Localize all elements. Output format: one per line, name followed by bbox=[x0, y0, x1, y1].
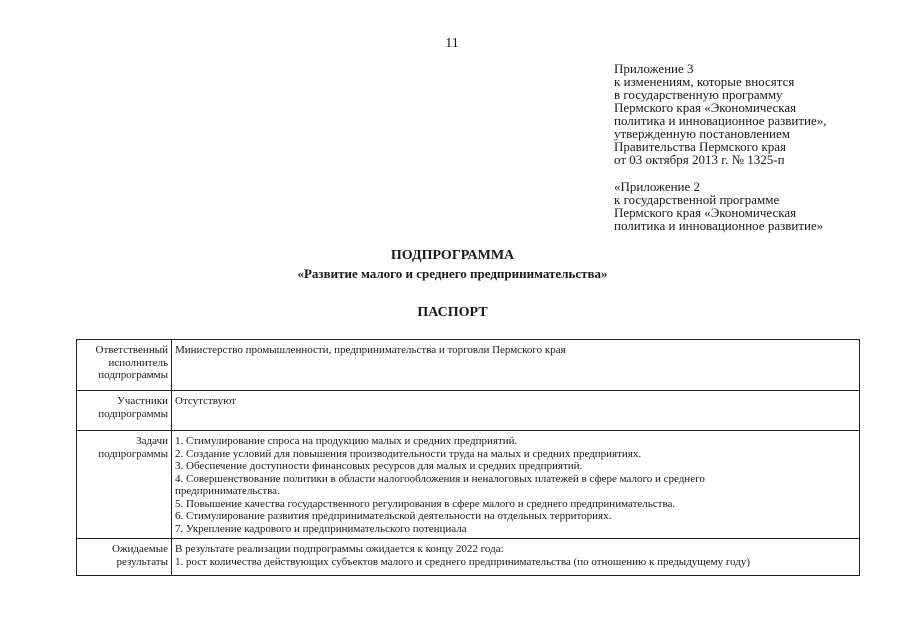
table-row bbox=[77, 391, 860, 431]
appendix-line: Пермского края «Экономическая bbox=[614, 100, 797, 115]
row-value: Отсутствуют bbox=[172, 391, 860, 431]
appendix-header-2 bbox=[614, 180, 823, 232]
page-number: 11 bbox=[445, 36, 459, 51]
appendix-line: от 03 октября 2013 г. № 1325-п bbox=[614, 152, 785, 167]
table-row bbox=[77, 431, 860, 539]
row-label: Задачи подпрограммы bbox=[77, 431, 172, 539]
subprogram-title: ПОДПРОГРАММА bbox=[390, 248, 515, 263]
appendix-line: политика и инновационное развитие», bbox=[614, 113, 827, 128]
passport-title: ПАСПОРТ bbox=[417, 305, 488, 320]
appendix-line: Пермского края «Экономическая bbox=[614, 205, 797, 220]
row-value: 1. Стимулирование спроса на продукцию малых и средних предприятий. 2. Создание условий для повышения производительности труда на малых и средних предприятиях. 3. Обеспечение доступности финансовых ресурсов для малых и средних предприятий. 4. Совершенствование политики в области налогообложения и неналоговых платежей в сфере малого и среднего предпринимательства. 5. Повышение качества государственного регулирования в сфере малого и среднего предпринимательства. 6. Стимулирование развития предпринимательской деятельности на отдельных территориях. 7. Укрепление кадрового и предпринимательского потенциала bbox=[172, 431, 860, 539]
appendix-header bbox=[614, 62, 827, 166]
table-row bbox=[77, 340, 860, 391]
row-label: Ожидаемые результаты bbox=[77, 539, 172, 576]
appendix-line: Правительства Пермского края bbox=[614, 139, 786, 154]
appendix-line: Приложение 3 bbox=[614, 61, 694, 76]
appendix-line: политика и инновационное развитие» bbox=[614, 218, 824, 233]
row-value: В результате реализации подпрограммы ожидается к концу 2022 года: 1. рост количества действующих субъектов малого и среднего предпринимательства (по отношению к предыдущему году) bbox=[172, 539, 860, 576]
appendix-line: к изменениям, которые вносятся bbox=[614, 74, 795, 89]
passport-table bbox=[76, 339, 860, 576]
row-label: Ответственный исполнитель подпрограммы bbox=[77, 340, 172, 391]
appendix-line: «Приложение 2 bbox=[614, 179, 701, 194]
row-label: Участники подпрограммы bbox=[77, 391, 172, 431]
row-value: Министерство промышленности, предпринимательства и торговли Пермского края bbox=[172, 340, 860, 391]
subprogram-name: «Развитие малого и среднего предпринимательства» bbox=[297, 266, 608, 281]
appendix-line: к государственной программе bbox=[614, 192, 780, 207]
appendix-line: утвержденную постановлением bbox=[614, 126, 791, 141]
appendix-line: в государственную программу bbox=[614, 87, 783, 102]
table-row bbox=[77, 539, 860, 576]
